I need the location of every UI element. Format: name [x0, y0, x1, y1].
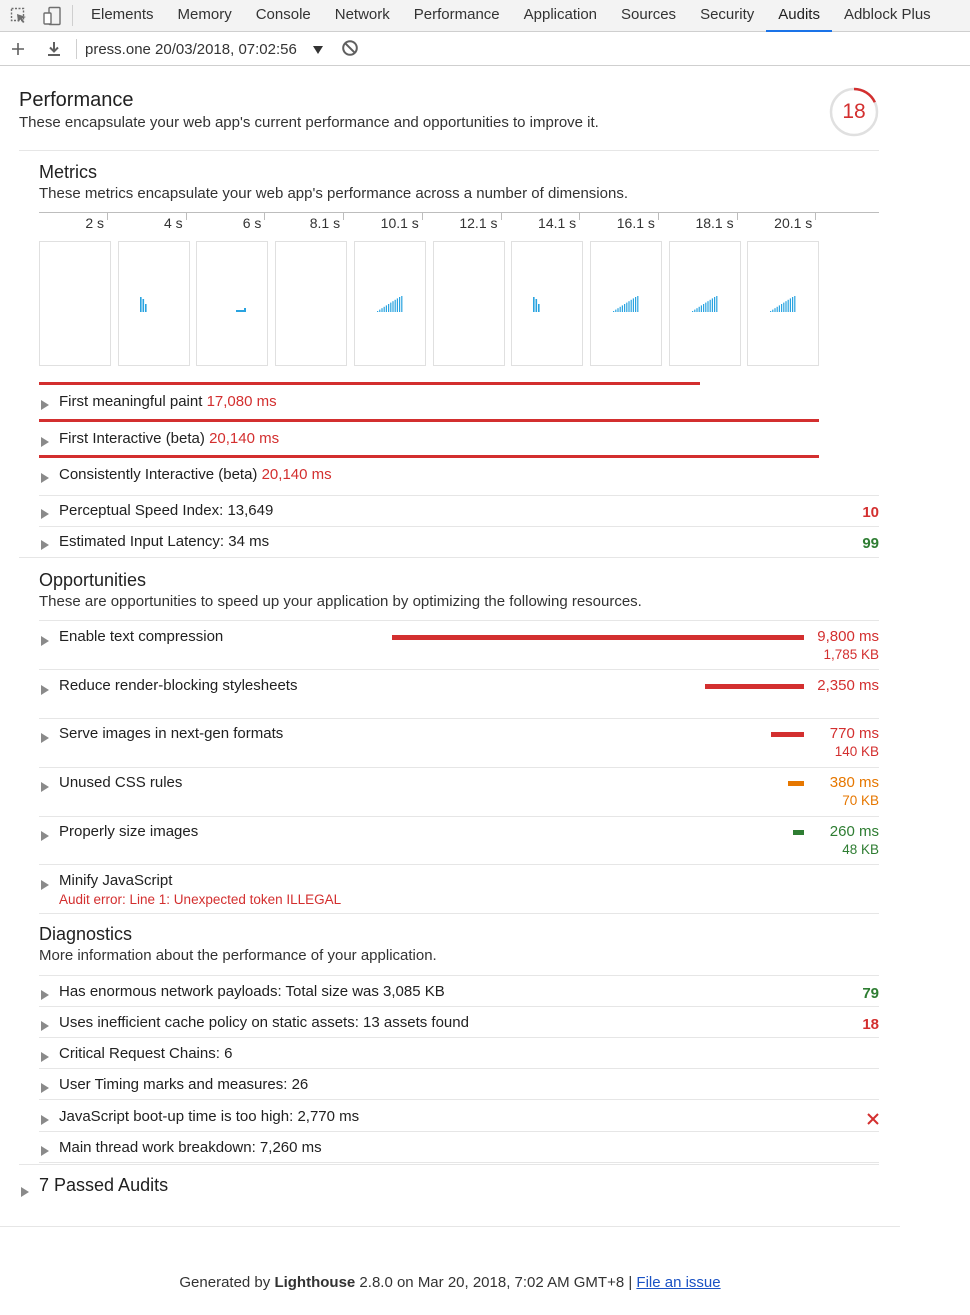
- row-divider: [39, 620, 879, 621]
- savings-time: 380 ms: [829, 774, 879, 791]
- filmstrip-frame: [354, 241, 426, 366]
- savings-bar: [771, 732, 804, 737]
- filmstrip-frame: [669, 241, 741, 366]
- expand-arrow-icon: [41, 1143, 49, 1160]
- savings-bytes: 70 KB: [842, 793, 879, 808]
- diagnostic-label: JavaScript boot-up time is too high: 2,770 ms: [59, 1108, 360, 1125]
- report-selector[interactable]: press.one 20/03/2018, 07:02:56: [85, 40, 297, 58]
- diagnostic-label: Main thread work breakdown: 7,260 ms: [59, 1139, 322, 1156]
- opportunity-row[interactable]: [39, 628, 879, 668]
- fail-icon: [867, 1112, 879, 1129]
- row-divider: [39, 1131, 879, 1132]
- footer-suffix: 2.8.0 on Mar 20, 2018, 7:02 AM GMT+8 |: [355, 1274, 637, 1291]
- opportunity-row[interactable]: [39, 823, 879, 863]
- filmstrip-tick-label: 14.1 s: [506, 213, 576, 231]
- diagnostic-label: User Timing marks and measures: 26: [59, 1076, 309, 1093]
- diagnostics-title: Diagnostics: [39, 924, 133, 944]
- metric-name: First Interactive (beta): [59, 430, 205, 447]
- savings-bar: [705, 684, 804, 689]
- tab-adblock-plus[interactable]: Adblock Plus: [843, 6, 931, 23]
- metric-timeline-bar: [39, 382, 700, 385]
- expand-arrow-icon: [41, 1018, 49, 1035]
- tab-audits[interactable]: Audits: [766, 0, 832, 31]
- filmstrip-tick-label: 2 s: [34, 213, 104, 231]
- performance-score-gauge: [829, 87, 879, 137]
- filmstrip-tick-label: 20.1 s: [742, 213, 812, 231]
- filmstrip-frame: [433, 241, 505, 366]
- diagnostic-row[interactable]: [39, 1108, 879, 1130]
- metric-row[interactable]: [39, 502, 879, 524]
- expand-arrow-icon: [41, 537, 49, 554]
- row-divider: [39, 669, 879, 670]
- performance-title: Performance: [19, 89, 134, 111]
- tab-console[interactable]: Console: [255, 6, 311, 23]
- savings-bytes: 140 KB: [834, 744, 879, 759]
- filmstrip-frame: [590, 241, 662, 366]
- expand-arrow-icon: [41, 1080, 49, 1097]
- opportunity-row[interactable]: [39, 677, 879, 717]
- add-icon[interactable]: [0, 33, 36, 66]
- passed-audits-label: 7 Passed Audits: [39, 1175, 169, 1195]
- expand-arrow-icon: [41, 987, 49, 1004]
- savings-time: 770 ms: [829, 725, 879, 742]
- metric-name: First meaningful paint: [59, 393, 203, 410]
- expand-arrow-icon: [41, 877, 49, 893]
- savings-bytes: 48 KB: [842, 842, 879, 857]
- opportunities-description: These are opportunities to speed up your application by optimizing the following resources.: [39, 593, 642, 610]
- tab-sources[interactable]: Sources: [621, 6, 677, 23]
- diagnostics-description: More information about the performance of your application.: [39, 947, 437, 964]
- row-divider: [39, 1068, 879, 1069]
- expand-arrow-icon: [21, 1181, 29, 1202]
- diagnostic-row[interactable]: [39, 1045, 879, 1067]
- row-divider: [39, 526, 879, 527]
- expand-arrow-icon: [41, 779, 49, 795]
- savings-bytes: 1,785 KB: [823, 647, 879, 662]
- row-divider: [39, 1162, 879, 1163]
- expand-arrow-icon: [41, 1049, 49, 1066]
- opportunity-label: Enable text compression: [59, 628, 224, 645]
- row-divider: [39, 1006, 879, 1007]
- metric-row[interactable]: [39, 466, 879, 488]
- expand-arrow-icon: [41, 1112, 49, 1129]
- filmstrip-tick-label: 6 s: [191, 213, 261, 231]
- diagnostic-score: 18: [862, 1016, 879, 1033]
- device-toolbar-icon[interactable]: [42, 6, 62, 26]
- opportunity-row[interactable]: [39, 774, 879, 814]
- opportunities-title: Opportunities: [39, 570, 147, 590]
- savings-bar: [793, 830, 804, 835]
- filmstrip-frame: [39, 241, 111, 366]
- expand-arrow-icon: [41, 682, 49, 698]
- filmstrip-tick-label: 18.1 s: [664, 213, 734, 231]
- expand-arrow-icon: [41, 470, 49, 487]
- filmstrip-tick-label: 4 s: [113, 213, 183, 231]
- tab-security[interactable]: Security: [700, 6, 755, 23]
- metric-label: [59, 430, 279, 447]
- expand-arrow-icon: [41, 633, 49, 649]
- row-divider: [39, 1099, 879, 1100]
- tab-elements[interactable]: Elements: [91, 6, 154, 23]
- tab-memory[interactable]: Memory: [177, 6, 232, 23]
- audit-error-message: Audit error: Line 1: Unexpected token ILLEGAL: [59, 892, 342, 907]
- row-divider: [39, 816, 879, 817]
- expand-arrow-icon: [41, 730, 49, 746]
- metric-label: Perceptual Speed Index: 13,649: [59, 502, 274, 519]
- diagnostic-label: Uses inefficient cache policy on static assets: 13 assets found: [59, 1014, 469, 1031]
- metric-label: Estimated Input Latency: 34 ms: [59, 533, 270, 550]
- filmstrip-frame: [511, 241, 583, 366]
- diagnostic-row[interactable]: [39, 1076, 879, 1098]
- toolbar-separator: [76, 39, 77, 59]
- filmstrip-frame: [275, 241, 347, 366]
- tab-performance[interactable]: Performance: [413, 6, 500, 23]
- metric-row[interactable]: [39, 393, 879, 415]
- metric-score: 99: [862, 535, 879, 552]
- expand-arrow-icon: [41, 397, 49, 414]
- expand-arrow-icon: [41, 506, 49, 523]
- metrics-title: Metrics: [39, 162, 97, 182]
- opportunities-header: [39, 570, 642, 610]
- dropdown-triangle-icon[interactable]: [313, 41, 323, 57]
- row-divider: [39, 718, 879, 719]
- metric-label: [59, 393, 277, 410]
- metric-value: 20,140 ms: [209, 430, 280, 447]
- diagnostic-row[interactable]: [39, 983, 879, 1005]
- report-footer: [0, 1274, 900, 1291]
- tab-network[interactable]: Network: [334, 6, 390, 23]
- inspect-element-icon[interactable]: [10, 7, 28, 25]
- row-divider: [39, 767, 879, 768]
- filmstrip-frame: [118, 241, 190, 366]
- filmstrip-timeline: [39, 212, 879, 230]
- metric-row[interactable]: [39, 430, 879, 452]
- metric-value: 17,080 ms: [206, 393, 277, 410]
- clear-icon[interactable]: [341, 39, 359, 60]
- diagnostics-header: [39, 924, 437, 964]
- filmstrip-tick-label: 12.1 s: [428, 213, 498, 231]
- file-issue-link[interactable]: File an issue: [636, 1274, 721, 1291]
- savings-bar: [392, 635, 804, 640]
- filmstrip-tick-label: 16.1 s: [585, 213, 655, 231]
- tab-application[interactable]: Application: [523, 6, 598, 23]
- filmstrip-tick-label: 8.1 s: [270, 213, 340, 231]
- metric-value: 20,140 ms: [261, 466, 332, 483]
- opportunity-label: Properly size images: [59, 823, 199, 840]
- row-divider: [39, 864, 879, 865]
- performance-header: [19, 89, 599, 131]
- section-divider: [19, 1164, 879, 1165]
- expand-arrow-icon: [41, 828, 49, 844]
- savings-time: 260 ms: [829, 823, 879, 840]
- opportunity-row[interactable]: [39, 872, 879, 912]
- opportunity-label: Unused CSS rules: [59, 774, 183, 791]
- devtools-tabs: [73, 0, 943, 31]
- diagnostic-row[interactable]: [39, 1139, 879, 1161]
- diagnostic-label: Has enormous network payloads: Total size was 3,085 KB: [59, 983, 445, 1000]
- opportunity-row[interactable]: [39, 725, 879, 765]
- opportunity-label: Serve images in next-gen formats: [59, 725, 284, 742]
- audits-toolbar: [0, 33, 970, 66]
- filmstrip-tick-label: 10.1 s: [349, 213, 419, 231]
- savings-time: 9,800 ms: [817, 628, 879, 645]
- diagnostic-label: Critical Request Chains: 6: [59, 1045, 233, 1062]
- footer-prefix: Generated by: [179, 1274, 275, 1291]
- row-divider: [39, 495, 879, 496]
- diagnostic-row[interactable]: [39, 1014, 879, 1036]
- opportunity-label: Reduce render-blocking stylesheets: [59, 677, 298, 694]
- expand-arrow-icon: [41, 434, 49, 451]
- metric-label: [59, 466, 332, 483]
- metric-score: 10: [862, 504, 879, 521]
- diagnostic-score: 79: [862, 985, 879, 1002]
- devtools-tool-icons: [0, 5, 73, 26]
- metrics-description: These metrics encapsulate your web app's performance across a number of dimensions.: [39, 185, 628, 202]
- opportunity-label: Minify JavaScript: [59, 872, 173, 889]
- footer-divider: [0, 1226, 900, 1227]
- row-divider: [39, 913, 879, 914]
- section-divider: [19, 557, 879, 558]
- filmstrip-frame: [747, 241, 819, 366]
- savings-bar: [788, 781, 804, 786]
- metric-row[interactable]: [39, 533, 879, 555]
- metric-timeline-bar: [39, 419, 819, 422]
- row-divider: [39, 975, 879, 976]
- savings-time: 2,350 ms: [817, 677, 879, 694]
- download-icon[interactable]: [36, 33, 72, 66]
- performance-score: 18: [842, 100, 866, 123]
- metric-name: Consistently Interactive (beta): [59, 466, 258, 483]
- footer-brand: Lighthouse: [274, 1274, 356, 1291]
- metrics-header: [39, 162, 628, 202]
- performance-description: These encapsulate your web app's current performance and opportunities to improve it.: [19, 114, 599, 131]
- metric-timeline-bar: [39, 455, 819, 458]
- row-divider: [39, 1037, 879, 1038]
- devtools-tabbar: [0, 0, 970, 32]
- filmstrip-frame: [196, 241, 268, 366]
- section-divider: [19, 150, 879, 151]
